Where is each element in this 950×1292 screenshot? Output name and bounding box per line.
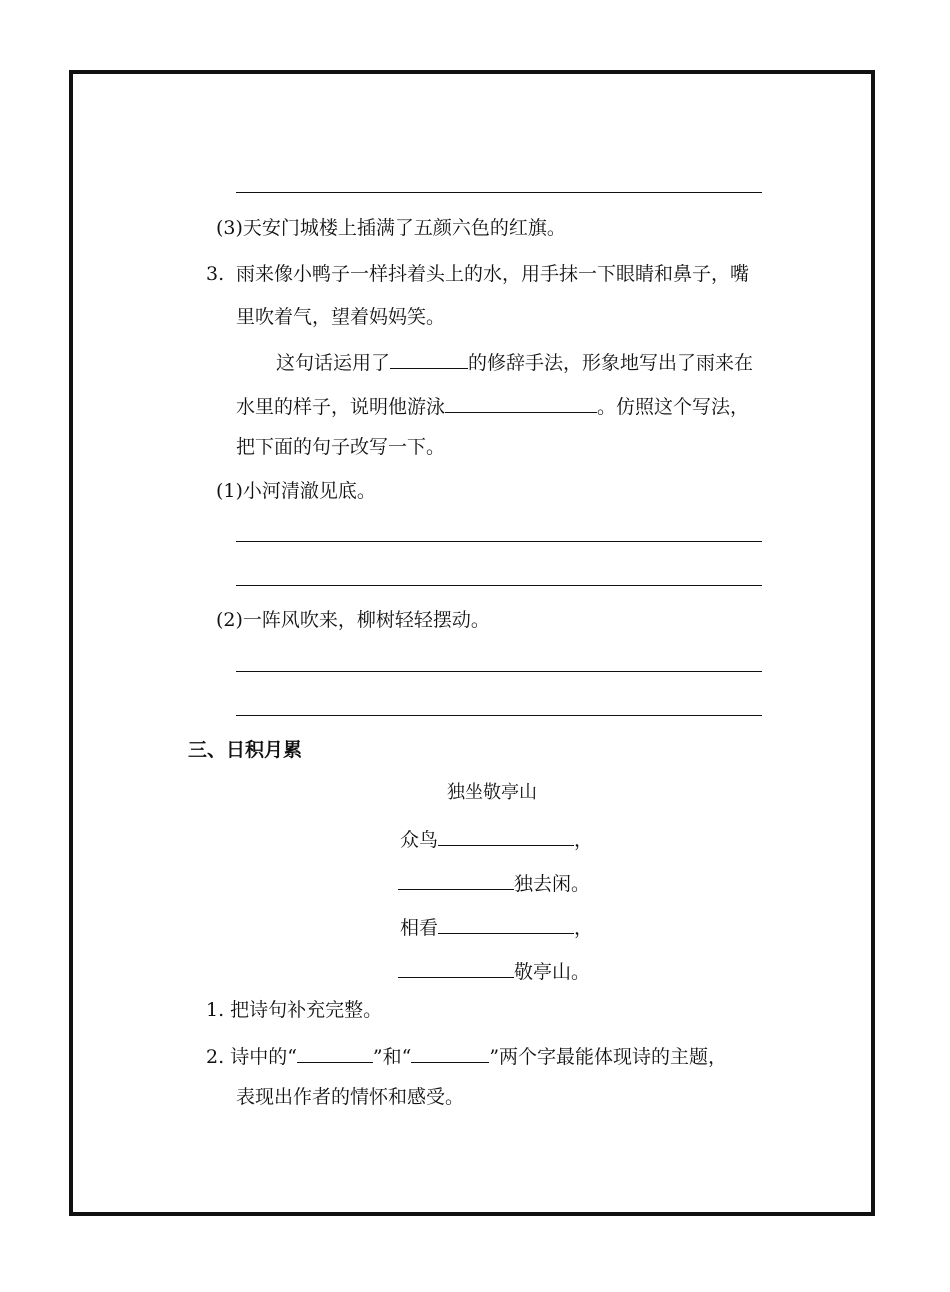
poem-line-4 [398,957,590,984]
q3-text-line1: 雨来像小鸭子一样抖着头上的水，用手抹一下眼睛和鼻子，嘴 [236,263,750,285]
q3-para-line3: 把下面的句子改写一下。 [236,436,446,458]
q3-para1-after: 的修辞手法，形象地写出了雨来在 [468,352,754,374]
section3-q2-line1 [206,1042,727,1069]
poem-blank-3[interactable] [438,913,574,934]
section3-heading: 三、日积月累 [188,739,303,761]
q3-sub2: (2)一阵风吹来，柳树轻轻摆动。 [216,609,490,631]
poem-line2-after: 独去闲。 [514,873,591,895]
q3-para1-before: 这句话运用了 [276,352,391,374]
q3-para2-after: 。仿照这个写法， [597,396,750,418]
poem-line1-after: ， [574,829,594,851]
poem-line-2 [398,869,590,896]
rhetoric-blank[interactable] [390,348,468,369]
swimming-blank[interactable] [445,392,597,413]
section3-q1: 1. 把诗句补充完整。 [206,999,383,1021]
q3-sub1: (1)小河清澈见底。 [216,480,376,502]
poem-blank-1[interactable] [438,825,574,846]
q3-para2-before: 水里的样子，说明他游泳 [236,396,446,418]
poem-blank-2[interactable] [398,869,514,890]
section3-q2-b: ”和“ [372,1046,412,1068]
q2-item-3: (3)天安门城楼上插满了五颜六色的红旗。 [216,217,566,239]
poem-line1-before: 众鸟 [400,829,439,851]
poem-line3-before: 相看 [400,917,439,939]
q3-number: 3. [206,263,225,285]
section3-q2-a: 诗中的“ [230,1046,297,1068]
poem-title: 独坐敬亭山 [447,782,537,803]
q3-para-line2 [236,392,749,419]
theme-char-blank-2[interactable] [411,1042,489,1063]
poem-blank-4[interactable] [398,957,514,978]
section3-q2-number: 2. [206,1046,225,1068]
section3-q2-line2: 表现出作者的情怀和感受。 [236,1086,465,1108]
answer-line[interactable] [236,541,762,542]
answer-line[interactable] [236,671,762,672]
q3-para-line1 [276,348,753,375]
theme-char-blank-1[interactable] [297,1042,373,1063]
q3-text-line2: 里吹着气，望着妈妈笑。 [236,306,446,328]
poem-line3-after: ， [574,917,594,939]
poem-line4-after: 敬亭山。 [514,961,591,983]
poem-line-3 [400,913,593,940]
answer-line[interactable] [236,715,762,716]
answer-line[interactable] [236,192,762,193]
section3-q2-c: ”两个字最能体现诗的主题， [489,1046,728,1068]
answer-line[interactable] [236,585,762,586]
poem-line-1 [400,825,593,852]
